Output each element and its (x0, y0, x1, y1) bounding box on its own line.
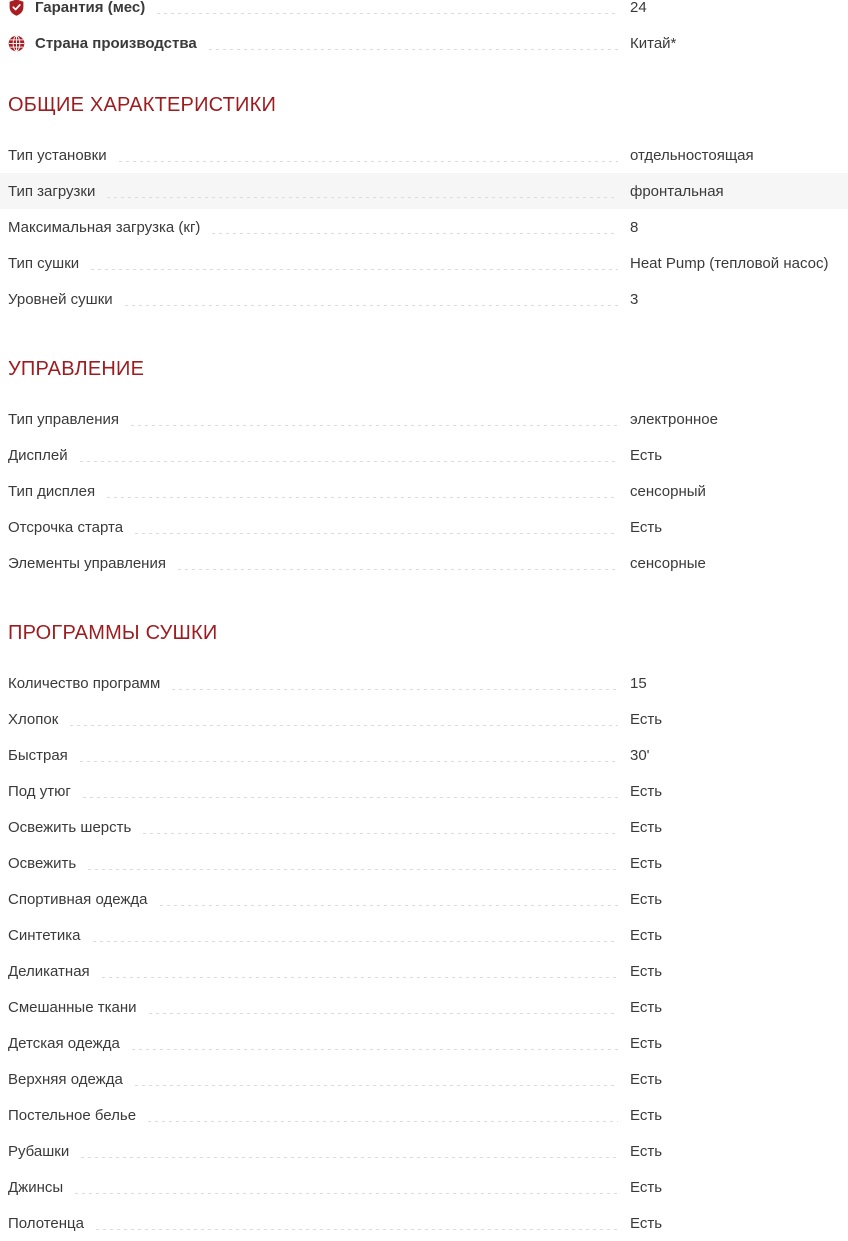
spec-row (0, 845, 848, 881)
section-title: ПРОГРАММЫ СУШКИ (8, 622, 218, 644)
dotted-leader (83, 797, 618, 798)
spec-value: Есть (630, 962, 663, 980)
globe-icon (8, 35, 25, 52)
dotted-leader (96, 1229, 618, 1230)
spec-label: Тип загрузки (8, 182, 96, 200)
spec-row (0, 989, 848, 1025)
spec-label: Отсрочка старта (8, 518, 124, 536)
spec-value: Есть (630, 998, 663, 1016)
spec-value: Есть (630, 1034, 663, 1052)
spec-value: 15 (630, 674, 647, 692)
spec-label: Верхняя одежда (8, 1070, 123, 1088)
spec-label: Дисплей (8, 446, 68, 464)
spec-value: 8 (630, 218, 639, 236)
spec-label: Тип установки (8, 146, 107, 164)
dotted-leader (80, 761, 618, 762)
spec-row (0, 665, 848, 701)
dotted-leader (91, 269, 618, 270)
spec-row (0, 1133, 848, 1169)
dotted-leader (149, 1013, 619, 1014)
dotted-leader (143, 833, 618, 834)
spec-value: 24 (630, 0, 647, 16)
spec-label: Освежить шерсть (8, 818, 132, 836)
spec-label: Тип дисплея (8, 482, 96, 500)
spec-label: Максимальная загрузка (кг) (8, 218, 201, 236)
spec-row (0, 953, 848, 989)
spec-section (0, 357, 848, 581)
spec-label: Спортивная одежда (8, 890, 148, 908)
spec-row (0, 509, 848, 545)
dotted-leader (135, 1085, 618, 1086)
spec-label: Рубашки (8, 1142, 70, 1160)
section-title: ОБЩИЕ ХАРАКТЕРИСТИКИ (8, 94, 277, 116)
spec-label: Под утюг (8, 782, 71, 800)
spec-label: Тип сушки (8, 254, 80, 272)
dotted-leader (70, 725, 618, 726)
spec-value: электронное (630, 410, 718, 428)
dotted-leader (172, 689, 618, 690)
spec-row (0, 881, 848, 917)
dotted-leader (80, 461, 618, 462)
spec-label: Тип управления (8, 410, 119, 428)
spec-value: фронтальная (630, 182, 724, 200)
spec-row (0, 473, 848, 509)
dotted-leader (125, 305, 618, 306)
spec-label: Гарантия (мес) (35, 0, 146, 16)
dotted-leader (81, 1157, 618, 1158)
spec-value: Есть (630, 710, 663, 728)
spec-row (0, 1169, 848, 1205)
spec-value: Есть (630, 1214, 663, 1232)
spec-row (0, 25, 848, 61)
section-title: УПРАВЛЕНИЕ (8, 358, 145, 380)
shield-check-icon (8, 0, 25, 16)
spec-value: Heat Pump (тепловой насос) (630, 254, 829, 272)
spec-label: Детская одежда (8, 1034, 120, 1052)
spec-value: Есть (630, 1178, 663, 1196)
dotted-leader (102, 977, 618, 978)
spec-label: Элементы управления (8, 554, 166, 572)
spec-row (0, 1097, 848, 1133)
spec-row (0, 0, 848, 25)
spec-label: Количество программ (8, 674, 161, 692)
spec-value: Есть (630, 782, 663, 800)
spec-label: Деликатная (8, 962, 90, 980)
dotted-leader (178, 569, 618, 570)
spec-label: Хлопок (8, 710, 59, 728)
dotted-leader (93, 941, 618, 942)
spec-value: Есть (630, 1070, 663, 1088)
spec-label: Уровней сушки (8, 290, 113, 308)
dotted-leader (212, 233, 618, 234)
spec-row (0, 917, 848, 953)
dotted-leader (88, 869, 618, 870)
dotted-leader (160, 905, 618, 906)
spec-row (0, 773, 848, 809)
spec-row (0, 809, 848, 845)
spec-table-top (0, 0, 848, 61)
spec-row (0, 245, 848, 281)
spec-row (0, 1025, 848, 1061)
spec-value: сенсорный (630, 482, 706, 500)
spec-label: Быстрая (8, 746, 68, 764)
spec-value: Есть (630, 518, 663, 536)
spec-value: Есть (630, 890, 663, 908)
spec-label: Полотенца (8, 1214, 84, 1232)
spec-sections (0, 93, 848, 1241)
dotted-leader (132, 1049, 618, 1050)
spec-value: Есть (630, 446, 663, 464)
spec-value: Есть (630, 1106, 663, 1124)
spec-label: Синтетика (8, 926, 81, 944)
spec-row (0, 737, 848, 773)
spec-label: Джинсы (8, 1178, 64, 1196)
spec-label: Освежить (8, 854, 77, 872)
dotted-leader (107, 497, 618, 498)
spec-label: Постельное белье (8, 1106, 137, 1124)
dotted-leader (135, 533, 618, 534)
spec-value: отдельностоящая (630, 146, 754, 164)
spec-label: Смешанные ткани (8, 998, 137, 1016)
dotted-leader (148, 1121, 618, 1122)
spec-value: Китай* (630, 34, 677, 52)
spec-table (0, 137, 848, 317)
spec-row (0, 281, 848, 317)
spec-value: Есть (630, 926, 663, 944)
spec-label: Страна производства (35, 34, 197, 52)
spec-row (0, 437, 848, 473)
dotted-leader (131, 425, 618, 426)
spec-value: Есть (630, 1142, 663, 1160)
dotted-leader (107, 197, 618, 198)
spec-value: Есть (630, 854, 663, 872)
dotted-leader (75, 1193, 618, 1194)
spec-value: Есть (630, 818, 663, 836)
spec-row (0, 545, 848, 581)
spec-row (0, 137, 848, 173)
spec-row (0, 173, 848, 209)
spec-row (0, 1061, 848, 1097)
spec-row (0, 401, 848, 437)
spec-row (0, 209, 848, 245)
spec-table (0, 665, 848, 1241)
spec-section (0, 621, 848, 1241)
spec-value: сенсорные (630, 554, 706, 572)
dotted-leader (209, 49, 618, 50)
dotted-leader (119, 161, 618, 162)
dotted-leader (157, 13, 618, 14)
spec-section (0, 93, 848, 317)
spec-table (0, 401, 848, 581)
spec-row (0, 701, 848, 737)
spec-value: 30' (630, 746, 650, 764)
spec-value: 3 (630, 290, 639, 308)
